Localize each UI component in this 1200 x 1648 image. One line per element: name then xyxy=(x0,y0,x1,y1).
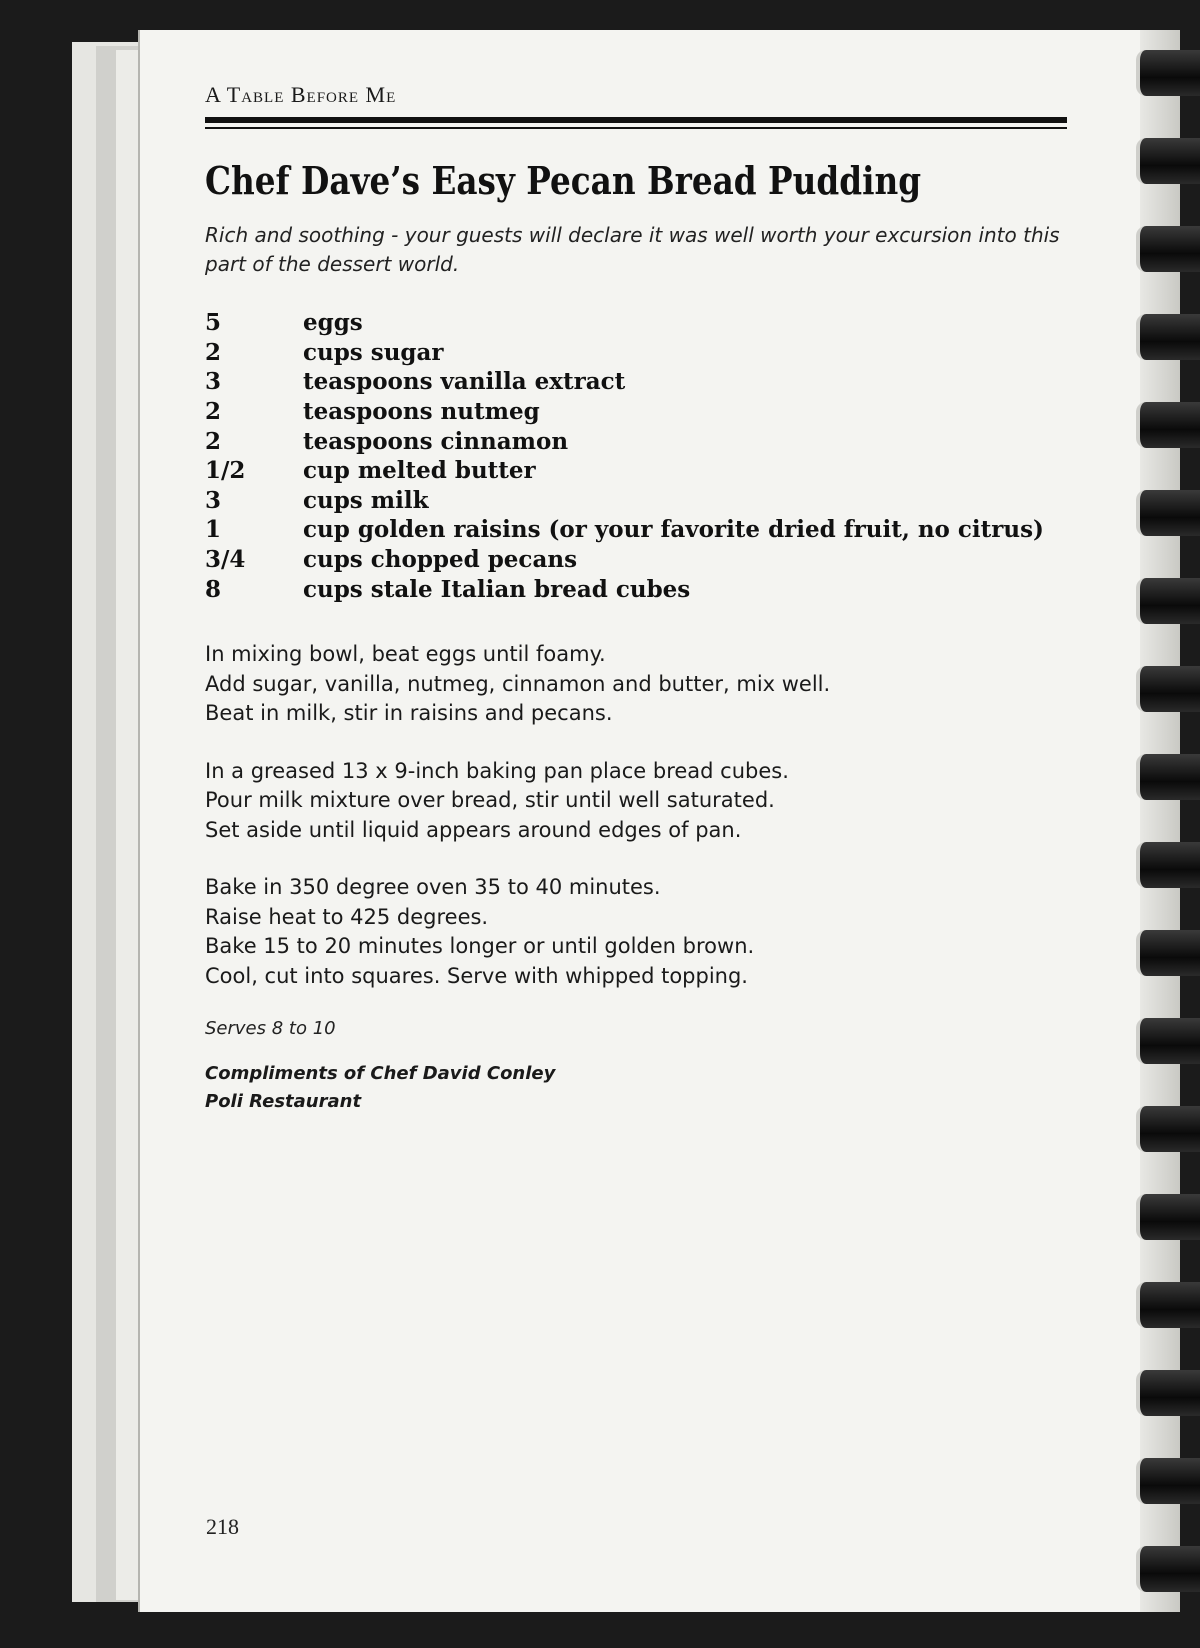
ingredient-item: eggs xyxy=(303,309,363,337)
recipe-title: Chef Dave’s Easy Pecan Bread Pudding xyxy=(205,158,922,203)
ingredient-item: cup melted butter xyxy=(303,457,536,485)
step-group xyxy=(205,640,1065,729)
ingredient-list xyxy=(205,308,1065,604)
ingredient-item: teaspoons cinnamon xyxy=(303,427,569,455)
serves-line: Serves 8 to 10 xyxy=(205,1018,336,1039)
ingredient-qty: 5 xyxy=(205,309,222,337)
step-line: Bake 15 to 20 minutes longer or until golden brown. xyxy=(205,934,755,958)
ingredient-item: cups sugar xyxy=(303,338,444,366)
step-line: Set aside until liquid appears around edges of pan. xyxy=(205,817,742,842)
ingredient-row xyxy=(205,456,1065,486)
spiral-binding xyxy=(1124,40,1200,1620)
binding-ring xyxy=(1136,490,1200,536)
ingredient-item: cups chopped pecans xyxy=(303,546,578,574)
step-group xyxy=(205,757,1065,846)
ingredient-row xyxy=(205,426,1065,456)
binding-ring xyxy=(1136,402,1200,448)
page-number: 218 xyxy=(206,1514,239,1539)
ingredient-qty: 1 xyxy=(205,516,222,544)
ingredient-item: cups milk xyxy=(303,486,429,514)
ingredient-qty: 3/4 xyxy=(205,546,246,574)
step-line: In a greased 13 x 9-inch baking pan place bread cubes. xyxy=(205,758,789,783)
ingredient-row xyxy=(205,486,1065,516)
binding-ring xyxy=(1136,1194,1200,1240)
step-line: Raise heat to 425 degrees. xyxy=(205,904,489,929)
ingredient-row xyxy=(205,545,1065,575)
binding-ring xyxy=(1136,754,1200,800)
header-rule-thick xyxy=(205,117,1067,123)
binding-ring xyxy=(1136,842,1200,888)
ingredient-item: cup golden raisins (or your favorite dried fruit, no citrus) xyxy=(303,516,1044,544)
recipe-credit xyxy=(205,1060,555,1116)
ingredient-item: teaspoons vanilla extract xyxy=(303,368,626,396)
instructions xyxy=(205,640,1065,1019)
ingredient-qty: 3 xyxy=(205,368,222,396)
step-line: In mixing bowl, beat eggs until foamy. xyxy=(205,642,606,666)
ingredient-item: cups stale Italian bread cubes xyxy=(303,575,691,603)
step-line: Add sugar, vanilla, nutmeg, cinnamon and butter, mix well. xyxy=(205,671,831,696)
binding-ring xyxy=(1136,50,1200,96)
ingredient-qty: 8 xyxy=(205,575,222,603)
recipe-intro: Rich and soothing - your guests will declare it was well worth your excursion into this part of the dessert world. xyxy=(205,223,1060,276)
ingredient-qty: 2 xyxy=(205,398,222,426)
ingredient-qty: 2 xyxy=(205,427,222,455)
credit-line: Poli Restaurant xyxy=(205,1091,362,1112)
step-group xyxy=(205,873,1065,991)
ingredient-row xyxy=(205,308,1065,338)
ingredient-item: teaspoons nutmeg xyxy=(303,398,540,426)
binding-ring xyxy=(1136,578,1200,624)
binding-ring xyxy=(1136,226,1200,272)
binding-ring xyxy=(1136,1546,1200,1592)
ingredient-qty: 2 xyxy=(205,338,222,366)
ingredient-row xyxy=(205,338,1065,368)
step-line: Pour milk mixture over bread, stir until well saturated. xyxy=(205,788,775,812)
ingredient-qty: 3 xyxy=(205,486,222,514)
ingredient-row xyxy=(205,397,1065,427)
binding-ring xyxy=(1136,314,1200,360)
ingredient-qty: 1/2 xyxy=(205,457,246,485)
step-line: Bake in 350 degree oven 35 to 40 minutes. xyxy=(205,875,661,899)
binding-ring xyxy=(1136,1106,1200,1152)
credit-line: Compliments of Chef David Conley xyxy=(205,1063,556,1084)
binding-ring xyxy=(1136,138,1200,184)
header-rule-thin xyxy=(205,127,1067,129)
binding-ring xyxy=(1136,1018,1200,1064)
binding-ring xyxy=(1136,1282,1200,1328)
step-line: Cool, cut into squares. Serve with whipped topping. xyxy=(205,963,748,988)
running-header: A Table Before Me xyxy=(205,82,397,107)
binding-ring xyxy=(1136,930,1200,976)
ingredient-row xyxy=(205,574,1065,604)
ingredient-row xyxy=(205,367,1065,397)
binding-ring xyxy=(1136,666,1200,712)
binding-ring xyxy=(1136,1370,1200,1416)
step-line: Beat in milk, stir in raisins and pecans. xyxy=(205,701,613,725)
binding-ring xyxy=(1136,1458,1200,1504)
ingredient-row xyxy=(205,515,1065,545)
